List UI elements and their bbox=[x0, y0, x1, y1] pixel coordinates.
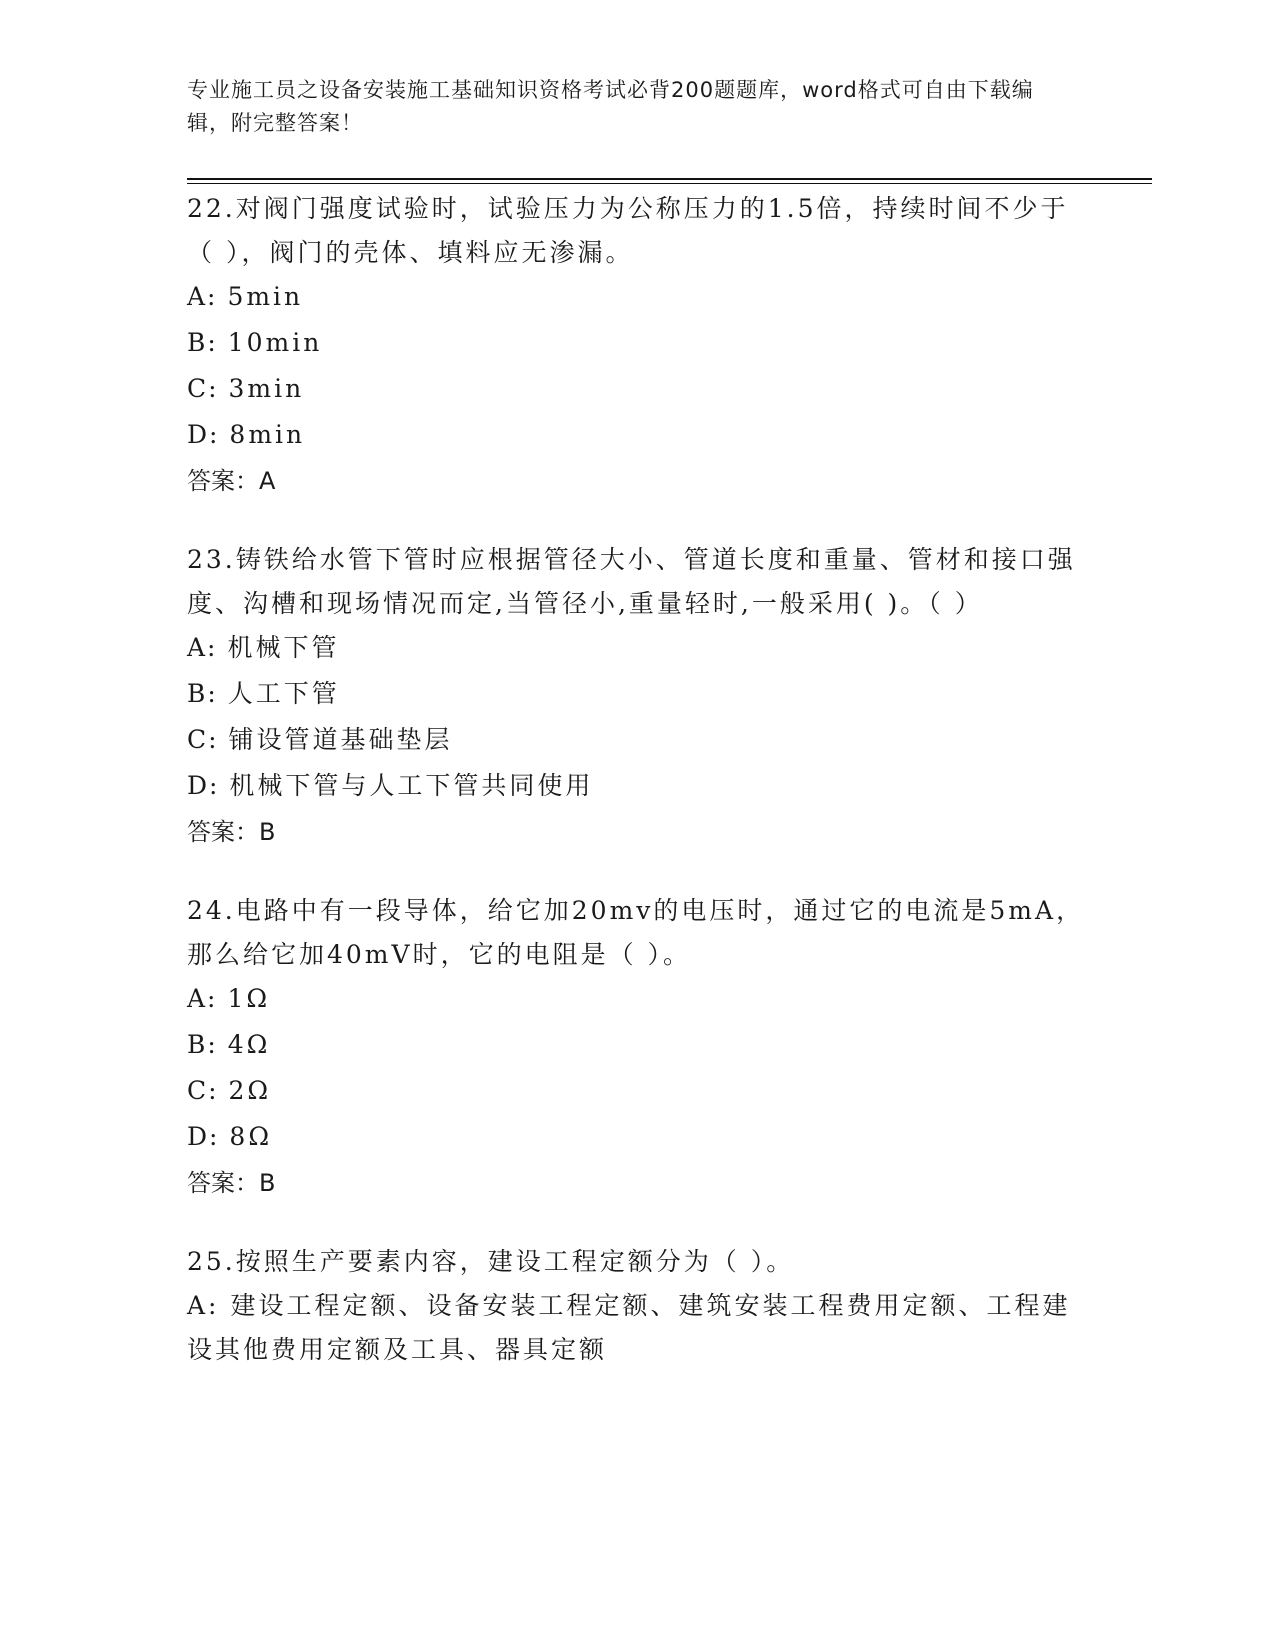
question-25 bbox=[187, 1240, 1087, 1372]
answer-value: A bbox=[259, 467, 276, 495]
option-letter: C: bbox=[187, 1076, 219, 1105]
option-text: 2Ω bbox=[228, 1076, 272, 1105]
option-c bbox=[187, 367, 1087, 413]
question-list bbox=[187, 187, 1087, 1405]
option-a bbox=[187, 275, 1087, 321]
answer-label: 答案： bbox=[187, 818, 259, 846]
option-letter: C: bbox=[187, 374, 219, 403]
question-23 bbox=[187, 538, 1087, 856]
option-letter: D: bbox=[187, 771, 220, 800]
option-text: 10min bbox=[227, 328, 323, 357]
answer-label: 答案： bbox=[187, 467, 259, 495]
option-letter: A: bbox=[187, 984, 218, 1013]
option-d bbox=[187, 413, 1087, 459]
option-letter: B: bbox=[187, 679, 218, 708]
option-letter: A: bbox=[187, 633, 218, 662]
option-text: 8Ω bbox=[229, 1122, 273, 1151]
option-c bbox=[187, 718, 1087, 764]
option-a bbox=[187, 977, 1087, 1023]
option-b bbox=[187, 321, 1087, 367]
option-text: 机械下管 bbox=[227, 633, 340, 662]
answer-value: B bbox=[259, 1169, 276, 1197]
question-stem: 25.按照生产要素内容，建设工程定额分为（ ）。 bbox=[187, 1247, 795, 1276]
option-letter: B: bbox=[187, 328, 218, 357]
option-letter: D: bbox=[187, 420, 220, 449]
answer-value: B bbox=[259, 818, 276, 846]
option-text: 机械下管与人工下管共同使用 bbox=[229, 771, 594, 800]
option-d bbox=[187, 1115, 1087, 1161]
question-stem: 24.电路中有一段导体，给它加20mv的电压时，通过它的电流是5mA，那么给它加40mV时，它的电阻是（ ）。 bbox=[187, 896, 1085, 969]
header-rule-thin bbox=[187, 183, 1152, 184]
option-letter: A: bbox=[187, 282, 218, 311]
option-c bbox=[187, 1069, 1087, 1115]
question-22 bbox=[187, 187, 1087, 505]
option-text: 1Ω bbox=[227, 984, 271, 1013]
document-header: 专业施工员之设备安装施工基础知识资格考试必背200题题库，word格式可自由下载编辑，附完整答案！ bbox=[187, 78, 1034, 135]
option-b bbox=[187, 1023, 1087, 1069]
answer-line bbox=[187, 1161, 1087, 1207]
option-a bbox=[187, 1284, 1087, 1372]
answer-line bbox=[187, 459, 1087, 505]
option-text: 8min bbox=[229, 420, 306, 449]
option-letter: D: bbox=[187, 1122, 220, 1151]
option-b bbox=[187, 672, 1087, 718]
answer-line bbox=[187, 810, 1087, 856]
option-letter: A: bbox=[187, 1291, 220, 1320]
option-text: 人工下管 bbox=[227, 679, 340, 708]
question-stem: 22.对阀门强度试验时，试验压力为公称压力的1.5倍，持续时间不少于（ ），阀门的壳体、填料应无渗漏。 bbox=[187, 194, 1069, 267]
option-letter: B: bbox=[187, 1030, 218, 1059]
question-stem: 23.铸铁给水管下管时应根据管径大小、管道长度和重量、管材和接口强度、沟槽和现场情况而定,当管径小,重量轻时,一般采用( )。（ ） bbox=[187, 545, 1076, 618]
question-24 bbox=[187, 889, 1087, 1207]
option-text: 5min bbox=[227, 282, 304, 311]
option-text: 4Ω bbox=[227, 1030, 271, 1059]
option-text: 建设工程定额、设备安装工程定额、建筑安装工程费用定额、工程建设其他费用定额及工具、器具定额 bbox=[187, 1291, 1071, 1364]
option-d bbox=[187, 764, 1087, 810]
option-text: 铺设管道基础垫层 bbox=[228, 725, 453, 754]
header-rule-thick bbox=[187, 178, 1152, 180]
option-letter: C: bbox=[187, 725, 219, 754]
answer-label: 答案： bbox=[187, 1169, 259, 1197]
option-text: 3min bbox=[228, 374, 305, 403]
option-a bbox=[187, 626, 1087, 672]
